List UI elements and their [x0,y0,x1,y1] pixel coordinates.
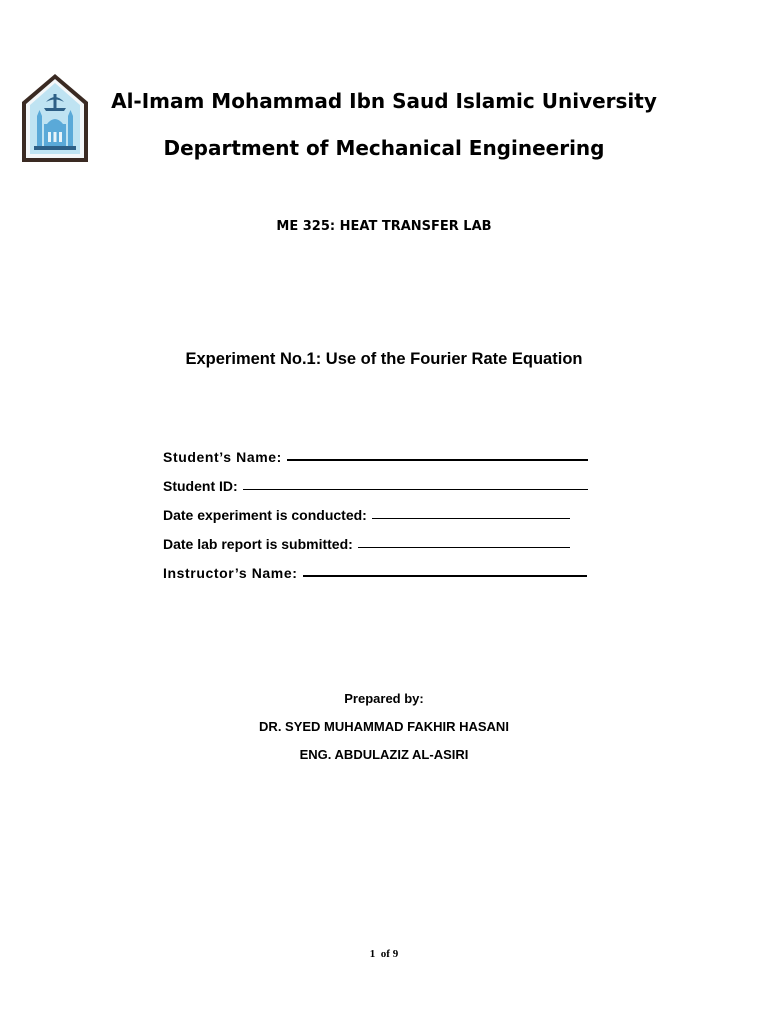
student-info-form [163,436,603,581]
page-number [0,948,768,960]
field-date-submitted [163,523,603,552]
field-student-id [163,465,603,494]
blank-line [243,489,588,490]
field-date-conducted [163,494,603,523]
university-title: Al-Imam Mohammad Ibn Saud Islamic University [111,89,657,113]
page-current: 1 [369,948,376,960]
experiment-title: Experiment No.1: Use of the Fourier Rate Equation [185,350,583,368]
author-name: ENG. ABDULAZIZ AL-ASIRI [299,747,469,762]
blank-line [372,518,570,519]
field-label: Date lab report is submitted: [163,536,353,552]
page-total: of 9 [380,948,399,960]
course-title: ME 325: HEAT TRANSFER LAB [276,219,492,234]
blank-line [303,575,587,577]
field-instructor-name [163,552,603,581]
field-label: Instructor’s Name: [163,565,298,581]
prepared-by-label: Prepared by: [344,691,424,706]
department-title: Department of Mechanical Engineering [163,136,605,160]
blank-line [358,547,570,548]
author-name: DR. SYED MUHAMMAD FAKHIR HASANI [259,719,509,734]
blank-line [287,459,588,461]
field-label: Date experiment is conducted: [163,507,367,523]
field-student-name [163,436,603,465]
field-label: Student’s Name: [163,449,282,465]
field-label: Student ID: [163,478,238,494]
